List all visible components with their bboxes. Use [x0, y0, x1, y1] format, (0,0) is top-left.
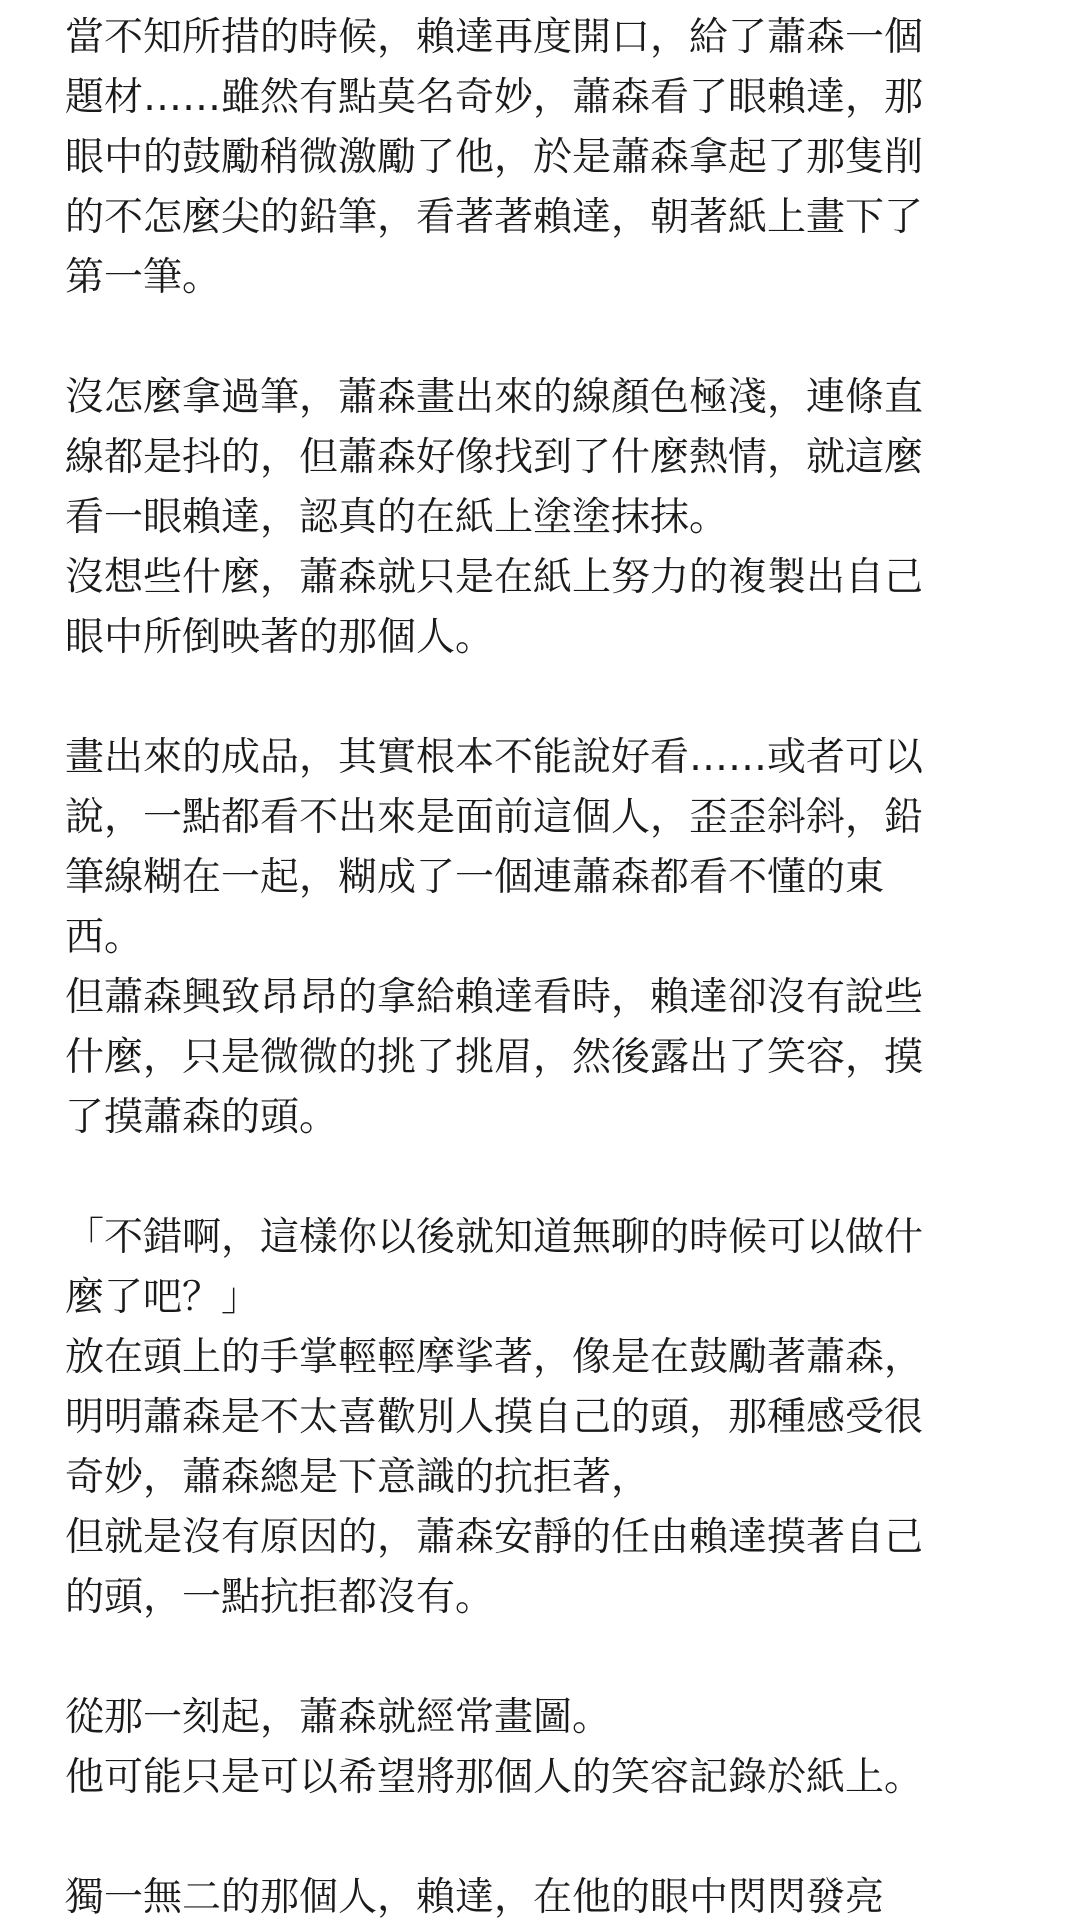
text-line: 但就是沒有原因的，蕭森安靜的任由賴達摸著自己 — [65, 1515, 924, 1560]
text-line: 畫出來的成品，其實根本不能說好看……或者可以 — [65, 735, 924, 780]
paragraph-1 — [65, 8, 1000, 308]
paragraph-spacer — [65, 1808, 1000, 1868]
text-line: 的頭，一點抗拒都沒有。 — [65, 1575, 495, 1620]
text-line: 「不錯啊，這樣你以後就知道無聊的時候可以做什 — [65, 1215, 924, 1260]
paragraph-2 — [65, 368, 1000, 668]
text-line: 沒怎麼拿過筆，蕭森畫出來的線顏色極淺，連條直 — [65, 375, 924, 420]
text-line: 說，一點都看不出來是面前這個人，歪歪斜斜，鉛 — [65, 795, 924, 840]
text-line: 奇妙，蕭森總是下意識的抗拒著， — [65, 1455, 651, 1500]
paragraph-spacer — [65, 308, 1000, 368]
text-line: 看一眼賴達，認真的在紙上塗塗抹抹。 — [65, 495, 729, 540]
text-line: 的不怎麼尖的鉛筆，看著著賴達，朝著紙上畫下了 — [65, 195, 924, 240]
text-line: 明明蕭森是不太喜歡別人摸自己的頭，那種感受很 — [65, 1395, 924, 1440]
text-line: 當不知所措的時候，賴達再度開口，給了蕭森一個 — [65, 15, 924, 60]
text-line: 眼中所倒映著的那個人。 — [65, 615, 495, 660]
text-line: 第一筆。 — [65, 255, 222, 300]
paragraph-spacer — [65, 1148, 1000, 1208]
text-line: 線都是抖的，但蕭森好像找到了什麼熱情，就這麼 — [65, 435, 924, 480]
paragraph-spacer — [65, 668, 1000, 728]
text-line: 題材……雖然有點莫名奇妙，蕭森看了眼賴達，那 — [65, 75, 924, 120]
text-line: 獨一無二的那個人，賴達，在他的眼中閃閃發亮 — [65, 1875, 885, 1920]
text-line: 什麼，只是微微的挑了挑眉，然後露出了笑容，摸 — [65, 1035, 924, 1080]
text-line: 筆線糊在一起，糊成了一個連蕭森都看不懂的東 — [65, 855, 885, 900]
paragraph-4 — [65, 1208, 1000, 1628]
text-line: 放在頭上的手掌輕輕摩挲著，像是在鼓勵著蕭森， — [65, 1335, 924, 1380]
text-line: 眼中的鼓勵稍微激勵了他，於是蕭森拿起了那隻削 — [65, 135, 924, 180]
text-line: 西。 — [65, 915, 144, 960]
text-line: 沒想些什麼，蕭森就只是在紙上努力的複製出自己 — [65, 555, 924, 600]
text-line: 了摸蕭森的頭。 — [65, 1095, 339, 1140]
text-line: 從那一刻起，蕭森就經常畫圖。 — [65, 1695, 612, 1740]
paragraph-5 — [65, 1688, 1000, 1808]
text-line: 但蕭森興致昂昂的拿給賴達看時，賴達卻沒有說些 — [65, 975, 924, 1020]
paragraph-6 — [65, 1868, 1000, 1928]
paragraph-spacer — [65, 1628, 1000, 1688]
story-text — [65, 8, 1000, 1928]
text-line: 他可能只是可以希望將那個人的笑容記錄於紙上。 — [65, 1755, 924, 1800]
paragraph-3 — [65, 728, 1000, 1148]
text-line: 麼了吧？」 — [65, 1275, 261, 1320]
